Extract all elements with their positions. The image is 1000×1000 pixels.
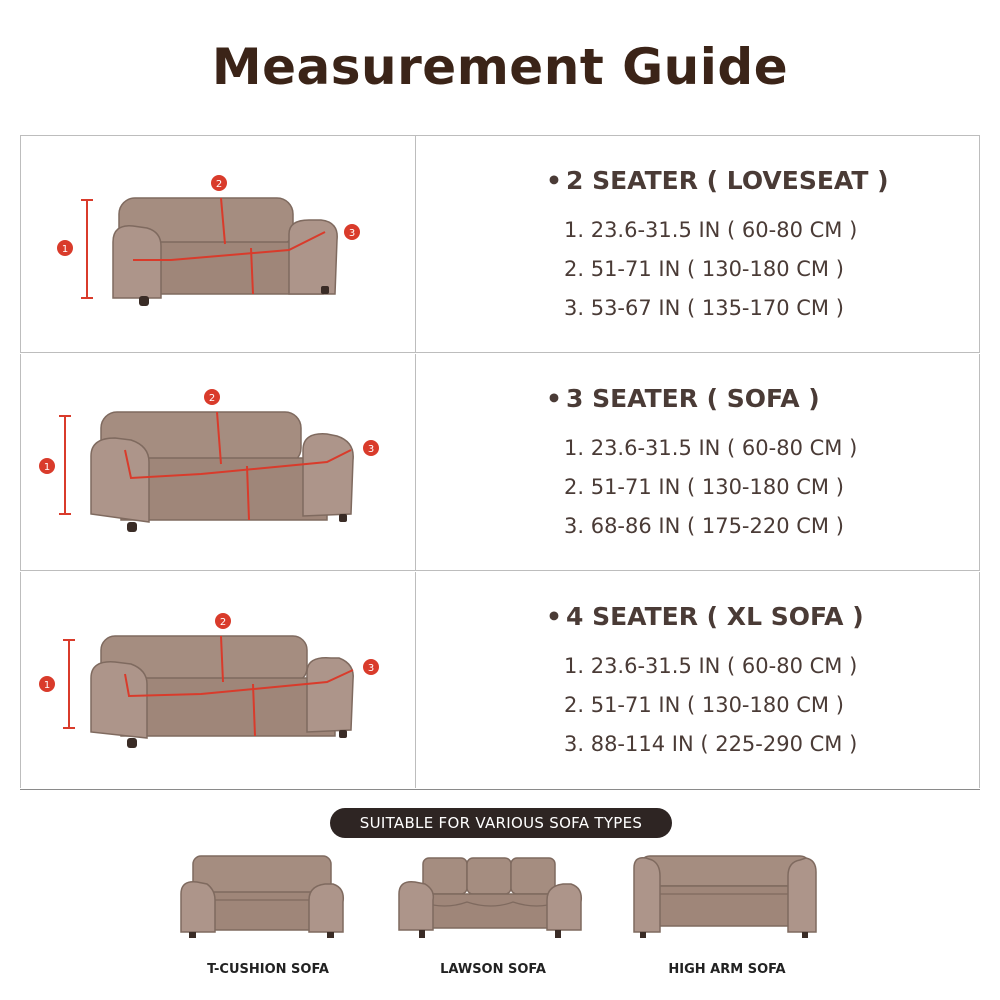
measurement-3: 3. 53-67 IN ( 135-170 CM ): [564, 296, 844, 320]
page-title: Measurement Guide: [211, 38, 789, 96]
marker-3: [363, 659, 379, 675]
spec-heading: • 2 SEATER ( LOVESEAT ): [546, 166, 889, 195]
measurement-table: [20, 135, 980, 790]
svg-text:3: 3: [348, 228, 356, 239]
marker-3: [344, 224, 360, 240]
spec-heading: • 4 SEATER ( XL SOFA ): [546, 602, 864, 631]
marker-3: [363, 440, 379, 456]
marker-1: [57, 240, 73, 256]
marker-2: [215, 613, 231, 629]
spec-panel-2-seater: [416, 136, 980, 352]
svg-text:1: 1: [61, 244, 69, 255]
svg-text:2: 2: [208, 393, 216, 404]
marker-2: [204, 389, 220, 405]
svg-text:2: 2: [215, 179, 223, 190]
measurement-1: 1. 23.6-31.5 IN ( 60-80 CM ): [564, 654, 858, 678]
svg-text:1: 1: [43, 462, 51, 473]
measurement-3: 3. 88-114 IN ( 225-290 CM ): [564, 732, 858, 756]
t-cushion-sofa-image: [175, 850, 350, 950]
measurement-1: 1. 23.6-31.5 IN ( 60-80 CM ): [564, 436, 858, 460]
type-label-high-arm: HIGH ARM SOFA: [668, 962, 786, 977]
spec-panel-3-seater: [416, 354, 980, 570]
measurement-2: 2. 51-71 IN ( 130-180 CM ): [564, 475, 844, 499]
spec-heading: • 3 SEATER ( SOFA ): [546, 384, 820, 413]
measurement-3: 3. 68-86 IN ( 175-220 CM ): [564, 514, 844, 538]
svg-text:3: 3: [367, 663, 375, 674]
lawson-sofa-image: [395, 850, 585, 950]
sofa-diagram-2-seater: [20, 136, 416, 352]
row-2-seater: [20, 136, 980, 353]
marker-2: [211, 175, 227, 191]
type-label-t-cushion: T-CUSHION SOFA: [207, 962, 329, 977]
spec-panel-4-seater: [416, 572, 980, 788]
svg-text:1: 1: [43, 680, 51, 691]
sofa-diagram-4-seater: [20, 572, 416, 788]
sofa-diagram-3-seater: [20, 354, 416, 570]
type-label-lawson: LAWSON SOFA: [440, 962, 546, 977]
measurement-2: 2. 51-71 IN ( 130-180 CM ): [564, 693, 844, 717]
row-3-seater: [20, 354, 980, 571]
svg-text:2: 2: [219, 617, 227, 628]
row-4-seater: [20, 572, 980, 788]
marker-1: [39, 458, 55, 474]
svg-text:3: 3: [367, 444, 375, 455]
marker-1: [39, 676, 55, 692]
high-arm-sofa-image: [630, 850, 820, 950]
sofa-types-banner: SUITABLE FOR VARIOUS SOFA TYPES: [330, 808, 672, 838]
measurement-2: 2. 51-71 IN ( 130-180 CM ): [564, 257, 844, 281]
measurement-1: 1. 23.6-31.5 IN ( 60-80 CM ): [564, 218, 858, 242]
